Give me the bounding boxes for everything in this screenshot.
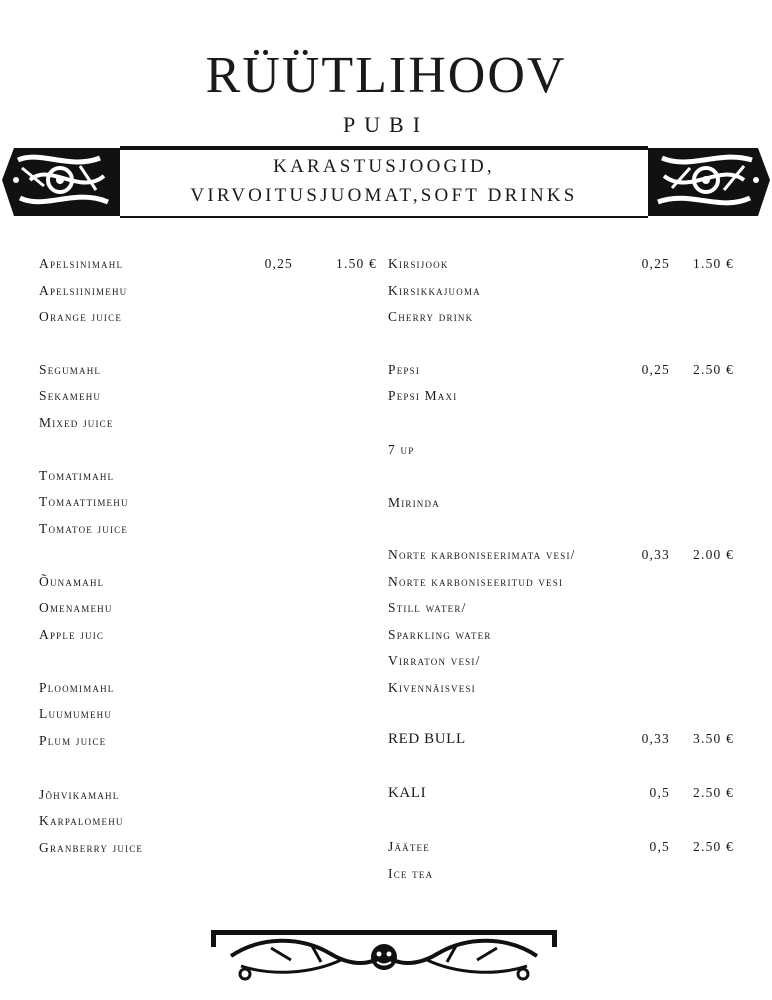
- celtic-knot-right-icon: [648, 148, 770, 216]
- menu-item: [39, 362, 349, 384]
- item-name: Orange juice: [39, 309, 123, 324]
- menu-item: [388, 283, 738, 305]
- item-name: Tomatoe juice: [39, 521, 129, 536]
- item-name: Omenamehu: [39, 600, 113, 615]
- menu-item: [39, 415, 349, 437]
- menu-item: [388, 866, 738, 888]
- item-name: Jõhvikamahl: [39, 787, 120, 802]
- menu-item: [39, 309, 349, 331]
- item-price: 2.00 €: [693, 547, 734, 562]
- item-name: KALI: [388, 785, 427, 801]
- item-volume: 0,25: [641, 362, 670, 377]
- menu-item: [39, 283, 349, 305]
- menu-item: [388, 442, 738, 464]
- item-name: Pepsi Maxi: [388, 388, 458, 403]
- menu-item: [388, 362, 738, 384]
- celtic-knot-left-icon: [2, 148, 120, 216]
- banner-line-finnish-english: VIRVOITUSJUOMAT,SOFT DRINKS: [190, 185, 578, 206]
- menu-item: [388, 600, 738, 622]
- item-name: Ploomimahl: [39, 680, 115, 695]
- menu-item: [388, 309, 738, 331]
- menu-item: [388, 653, 738, 675]
- menu-item: [388, 256, 738, 278]
- menu-item: [388, 680, 738, 702]
- item-name: Kirsikkajuoma: [388, 283, 481, 298]
- menu-item: [39, 733, 349, 755]
- menu-item: [388, 627, 738, 649]
- menu-item: [39, 787, 349, 809]
- item-name: Jäätee: [388, 839, 430, 854]
- item-name: Tomaattimehu: [39, 494, 129, 509]
- item-name: Mixed juice: [39, 415, 114, 430]
- footer-ornament-icon: [211, 930, 557, 982]
- item-name: RED BULL: [388, 731, 466, 747]
- pub-title: RÜÜTLIHOOV: [205, 47, 567, 104]
- item-name: Sekamehu: [39, 388, 102, 403]
- item-name: Luumumehu: [39, 706, 113, 721]
- item-price: 1.50 €: [693, 256, 734, 271]
- item-price: 2.50 €: [693, 362, 734, 377]
- menu-item: [388, 574, 738, 596]
- item-name: Tomatimahl: [39, 468, 115, 483]
- menu-item: [39, 706, 349, 728]
- item-name: Norte karboniseeritud vesi: [388, 574, 564, 589]
- item-name: Pepsi: [388, 362, 421, 377]
- pub-subtitle: PUBI: [342, 112, 430, 137]
- menu-item: [39, 468, 349, 490]
- item-name: Virraton vesi/: [388, 653, 481, 668]
- item-name: Kivennäisvesi: [388, 680, 476, 695]
- item-name: Apelsinimahl: [39, 256, 124, 271]
- item-volume: 0,5: [649, 839, 670, 854]
- item-name: Segumahl: [39, 362, 102, 377]
- menu-item: [388, 495, 738, 517]
- menu-item: [39, 494, 349, 516]
- item-name: Apelsiinimehu: [39, 283, 128, 298]
- item-name: Sparkling water: [388, 627, 492, 642]
- menu-item: [39, 627, 349, 649]
- menu-item: [39, 813, 349, 835]
- item-volume: 0,25: [264, 256, 293, 271]
- menu-item: [39, 388, 349, 410]
- menu-item: [39, 521, 349, 543]
- menu-item: [39, 574, 349, 596]
- menu-item: [388, 785, 738, 807]
- item-name: Kirsijook: [388, 256, 449, 271]
- item-price: 1.50 €: [336, 256, 377, 271]
- menu-item: [388, 388, 738, 410]
- item-name: Apple juic: [39, 627, 105, 642]
- item-name: Mirinda: [388, 495, 440, 510]
- item-volume: 0,33: [641, 731, 670, 746]
- item-volume: 0,25: [641, 256, 670, 271]
- item-price: 2.50 €: [693, 785, 734, 800]
- menu-item: [388, 547, 738, 569]
- menu-item: [388, 839, 738, 861]
- menu-item: [39, 600, 349, 622]
- banner-line-estonian: KARASTUSJOOGID,: [273, 156, 495, 177]
- item-name: Plum juice: [39, 733, 107, 748]
- item-name: Ice tea: [388, 866, 434, 881]
- item-name: 7 up: [388, 442, 415, 457]
- menu-item: [39, 680, 349, 702]
- menu-item: [39, 256, 377, 278]
- item-name: Cherry drink: [388, 309, 474, 324]
- menu-item: [39, 840, 349, 862]
- item-name: Granberry juice: [39, 840, 144, 855]
- item-name: Norte karboniseerimata vesi/: [388, 547, 576, 562]
- item-name: Õunamahl: [39, 574, 105, 589]
- item-volume: 0,5: [649, 785, 670, 800]
- item-price: 2.50 €: [693, 839, 734, 854]
- item-name: Still water/: [388, 600, 467, 615]
- item-volume: 0,33: [641, 547, 670, 562]
- item-name: Karpalomehu: [39, 813, 124, 828]
- item-price: 3.50 €: [693, 731, 734, 746]
- menu-item: [388, 731, 738, 753]
